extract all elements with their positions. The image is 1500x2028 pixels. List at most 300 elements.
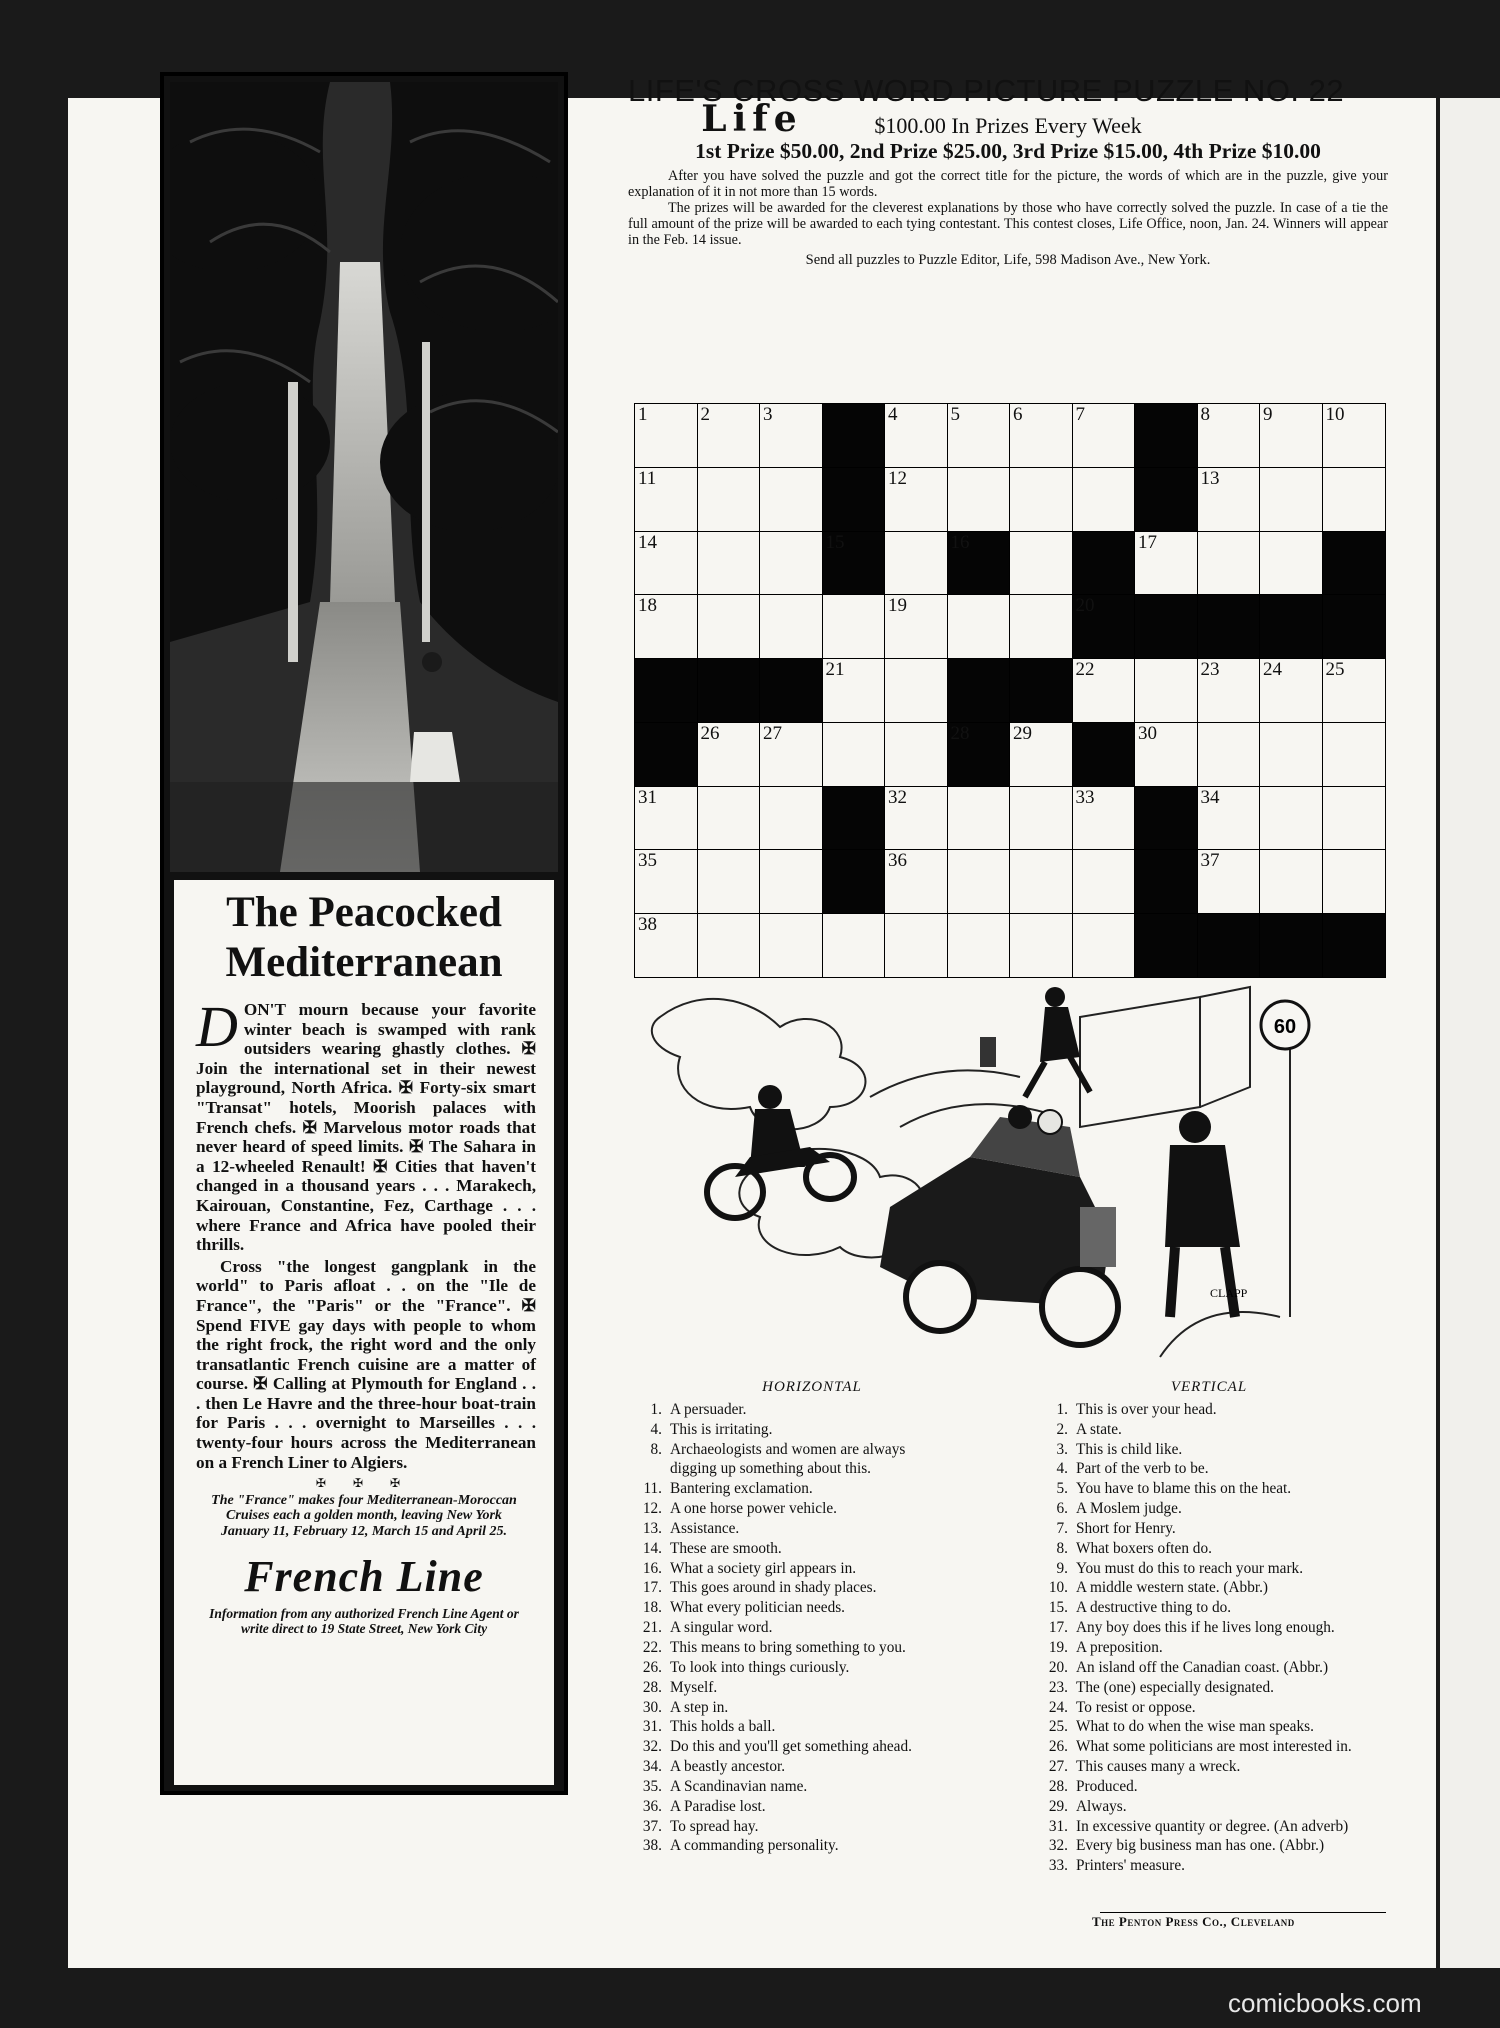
grid-cell[interactable] [1009, 594, 1073, 659]
rules-paragraph-1: After you have solved the puzzle and got the correct title for the picture, the words of which are in the puzzle, give your explanation of it in not more than 15 words. [628, 168, 1388, 200]
artist-signature: CLAPP [1210, 1286, 1248, 1300]
clue-number: 29 [1013, 722, 1032, 744]
grid-block [634, 722, 698, 787]
clue-number: 23 [1200, 659, 1220, 681]
grid-cell[interactable] [759, 722, 823, 787]
clue-text: To resist or oppose. [1076, 1698, 1196, 1716]
clue-row [1024, 1459, 1394, 1479]
clue-number: 10 [1325, 404, 1345, 425]
grid-cell[interactable] [759, 786, 823, 851]
clue-row [618, 1698, 1006, 1718]
clue-text: Do this and you'll get something ahead. [670, 1738, 912, 1756]
clue-text: A singular word. [670, 1619, 773, 1637]
watermark: comicbooks.com [1228, 1988, 1422, 2018]
grid-cell[interactable] [1072, 403, 1136, 468]
clue-number: 17 [1138, 531, 1157, 553]
clue-text: You have to blame this on the heat. [1076, 1480, 1292, 1498]
clue-text: What boxers often do. [1076, 1539, 1212, 1557]
clue-num: 8. [650, 1440, 662, 1458]
clue-text: Printers' measure. [1076, 1857, 1185, 1875]
clue-row [618, 1638, 1006, 1658]
clue-text: An island off the Canadian coast. (Abbr.) [1076, 1658, 1329, 1676]
grid-cell[interactable] [1259, 531, 1323, 596]
grid-block [1072, 531, 1136, 596]
grid-cell[interactable] [697, 849, 761, 914]
clue-text: A middle western state. (Abbr.) [1076, 1579, 1269, 1597]
clue-num: 19. [1048, 1638, 1068, 1656]
clue-row [618, 1797, 1006, 1817]
grid-cell[interactable] [697, 722, 761, 787]
vertical-clues [1024, 1378, 1394, 1876]
clue-num: 5. [1056, 1480, 1068, 1498]
clue-number: 12 [888, 467, 907, 489]
grid-block [822, 531, 886, 596]
clue-row [1024, 1737, 1394, 1757]
clue-num: 7. [1056, 1519, 1068, 1537]
clue-row [618, 1459, 1006, 1479]
clue-num: 3. [1056, 1440, 1068, 1458]
grid-cell[interactable] [1259, 403, 1323, 468]
clue-text: To spread hay. [670, 1817, 759, 1835]
grid-cell[interactable] [1322, 467, 1386, 532]
grid-block [822, 403, 886, 468]
magazine-masthead: Life [701, 98, 803, 140]
clue-number: 8 [1200, 404, 1210, 425]
grid-cell[interactable] [697, 403, 761, 468]
grid-cell[interactable] [1259, 722, 1323, 787]
clue-row [1024, 1479, 1394, 1499]
clue-text: digging up something about this. [670, 1460, 871, 1478]
grid-cell[interactable] [1259, 849, 1323, 914]
grid-cell[interactable] [1134, 531, 1198, 596]
clue-number: 24 [1263, 659, 1282, 681]
grid-block [634, 658, 698, 723]
grid-cell[interactable] [1259, 658, 1323, 723]
grid-cell[interactable] [1009, 849, 1073, 914]
palm-avenue-image [170, 82, 558, 872]
clue-num: 20. [1048, 1658, 1068, 1676]
grid-block [1259, 913, 1323, 978]
horizontal-heading: HORIZONTAL [762, 1379, 862, 1395]
clue-number: 16 [950, 531, 970, 553]
clue-num: 12. [642, 1500, 662, 1518]
hydrant [980, 1037, 996, 1067]
grid-block [1197, 913, 1261, 978]
clue-num: 28. [642, 1678, 662, 1696]
clue-text: Assistance. [670, 1519, 740, 1537]
speed-limit-sign [1261, 1001, 1309, 1049]
grid-cell[interactable] [634, 594, 698, 659]
crossword-grid [634, 403, 1384, 977]
clue-text: Every big business man has one. (Abbr.) [1076, 1837, 1325, 1855]
clue-num: 1. [1056, 1400, 1068, 1418]
clue-row [1024, 1678, 1394, 1698]
clue-number: 28 [950, 722, 970, 744]
grid-cell[interactable] [822, 722, 886, 787]
clue-num: 18. [642, 1599, 662, 1617]
grid-cell[interactable] [947, 403, 1011, 468]
grid-cell[interactable] [697, 786, 761, 851]
puzzle-rules [628, 168, 1388, 248]
grid-cell[interactable] [947, 786, 1011, 851]
puzzle-header [628, 72, 1388, 269]
clue-num: 22. [642, 1638, 662, 1656]
next-page-edge [1440, 98, 1500, 1968]
ornament-divider: ✠ ✠ ✠ [315, 1476, 413, 1491]
grid-cell[interactable] [1134, 658, 1198, 723]
grid-block [947, 531, 1011, 596]
clue-text: A commanding personality. [670, 1837, 839, 1855]
clue-row [1024, 1797, 1394, 1817]
horizontal-clues [618, 1378, 1006, 1856]
clue-number: 26 [700, 722, 720, 744]
grid-cell[interactable] [634, 849, 698, 914]
grid-cell[interactable] [634, 786, 698, 851]
prize-line: $100.00 In Prizes Every Week [874, 113, 1142, 138]
clue-num: 11. [643, 1480, 662, 1498]
clue-row [1024, 1519, 1394, 1539]
clue-row [1024, 1717, 1394, 1737]
clue-num [618, 1459, 670, 1479]
clue-num: 24. [1048, 1698, 1068, 1716]
grid-block [1322, 594, 1386, 659]
clue-number: 21 [825, 659, 845, 681]
clue-num: 34. [642, 1758, 662, 1776]
grid-block [1134, 849, 1198, 914]
clue-num: 26. [642, 1658, 662, 1676]
ad-headline-line2: Mediterranean [225, 939, 503, 986]
clue-text: A beastly ancestor. [670, 1758, 786, 1776]
clue-row [618, 1440, 1006, 1460]
grid-block [1322, 531, 1386, 596]
motorcycle-cop [707, 1085, 854, 1218]
clue-num: 8. [1056, 1539, 1068, 1557]
clue-text: A destructive thing to do. [1076, 1599, 1232, 1617]
clue-text: This goes around in shady places. [670, 1579, 877, 1597]
grid-cell[interactable] [1009, 786, 1073, 851]
clue-row [618, 1757, 1006, 1777]
clue-num: 37. [642, 1817, 662, 1835]
clue-num: 2. [1056, 1420, 1068, 1438]
clue-number: 2 [700, 404, 710, 425]
ad-body-text [196, 994, 536, 1255]
clue-text: This holds a ball. [670, 1718, 776, 1736]
clue-number: 18 [638, 595, 657, 617]
grid-cell[interactable] [1197, 786, 1261, 851]
clue-text: A step in. [670, 1698, 729, 1716]
grid-cell[interactable] [1009, 913, 1073, 978]
grid-cell[interactable] [759, 594, 823, 659]
clue-text: Myself. [670, 1678, 718, 1696]
ad-copy [174, 880, 554, 1785]
clue-row [1024, 1836, 1394, 1856]
grid-cell[interactable] [884, 594, 948, 659]
grid-cell[interactable] [884, 849, 948, 914]
grid-cell[interactable] [697, 913, 761, 978]
clue-num: 15. [1048, 1599, 1068, 1617]
clue-num: 10. [1048, 1579, 1068, 1597]
grid-cell[interactable] [759, 913, 823, 978]
clue-num: 21. [642, 1619, 662, 1637]
clue-row [1024, 1559, 1394, 1579]
rules-paragraph-2: The prizes will be awarded for the cleverest explanations by those who have correctly solved the puzzle. In case of a tie the full amount of the prize will be awarded to each tying contestant. This contest closes, Life Office, noon, Jan. 24. Winners will appear in the Feb. 14 issue. [628, 200, 1388, 248]
clue-num: 36. [642, 1797, 662, 1815]
grid-cell[interactable] [884, 467, 948, 532]
clue-number: 27 [763, 722, 782, 744]
printer-rule [1100, 1912, 1386, 1913]
grid-cell[interactable] [1072, 467, 1136, 532]
clue-text: Always. [1076, 1797, 1127, 1815]
grid-block [947, 658, 1011, 723]
clue-text: A Scandinavian name. [670, 1777, 808, 1795]
clue-number: 35 [638, 850, 657, 872]
ad-body-paragraph: ON'T mourn because your favorite winter beach is swamped with rank outsiders wearing ghastly clothes. ✠ Join the international set in their newest playground, North Africa. ✠ Forty-six smart "Transat" hotels, Moorish palaces with French chefs. ✠ Marvelous motor roads that never heard of speed limits. ✠ The Sahara in a 12-wheeled Renault! ✠ Cities that haven't changed in a thousand years . . . Marakech, Kairouan, Constantine, Fez, Carthage . . . where France and Africa have pooled their thrills. [196, 1000, 536, 1255]
clue-num: 17. [642, 1579, 662, 1597]
clue-row [1024, 1440, 1394, 1460]
clue-text: The (one) especially designated. [1076, 1678, 1274, 1696]
grid-block [1134, 786, 1198, 851]
clue-row [1024, 1757, 1394, 1777]
clue-row [618, 1539, 1006, 1559]
clue-row [1024, 1578, 1394, 1598]
clue-text: Part of the verb to be. [1076, 1460, 1209, 1478]
ad-headline [174, 888, 554, 988]
clue-text: Bantering exclamation. [670, 1480, 813, 1498]
grid-cell[interactable] [1322, 658, 1386, 723]
grid-cell[interactable] [697, 467, 761, 532]
grid-cell[interactable] [1322, 786, 1386, 851]
clue-number: 5 [950, 404, 960, 425]
clue-text: A persuader. [670, 1400, 747, 1418]
grid-block [1322, 913, 1386, 978]
clue-num: 32. [1048, 1837, 1068, 1855]
grid-cell[interactable] [884, 403, 948, 468]
clue-number: 6 [1013, 404, 1023, 425]
grid-block [697, 658, 761, 723]
clue-num: 35. [642, 1777, 662, 1795]
clue-number: 11 [638, 467, 657, 489]
clue-num: 32. [642, 1738, 662, 1756]
grid-cell[interactable] [1322, 722, 1386, 787]
ad-headline-line1: The Peacocked [226, 889, 502, 936]
clue-text: Archaeologists and women are always [670, 1440, 906, 1458]
clue-number: 3 [763, 404, 773, 425]
clue-num: 30. [642, 1698, 662, 1716]
grid-block [1134, 403, 1198, 468]
clue-num: 27. [1048, 1758, 1068, 1776]
clue-text: What every politician needs. [670, 1599, 845, 1617]
grid-cell[interactable] [884, 913, 948, 978]
grid-cell[interactable] [759, 849, 823, 914]
grid-cell[interactable] [947, 467, 1011, 532]
clue-num: 16. [642, 1559, 662, 1577]
grid-cell[interactable] [1322, 403, 1386, 468]
grid-cell[interactable] [634, 467, 698, 532]
clue-num: 25. [1048, 1718, 1068, 1736]
clue-row [1024, 1658, 1394, 1678]
grid-cell[interactable] [822, 594, 886, 659]
grid-cell[interactable] [1197, 722, 1261, 787]
clue-number: 32 [888, 786, 907, 808]
clue-number: 37 [1200, 850, 1220, 872]
clue-text: You must do this to reach your mark. [1076, 1559, 1304, 1577]
clue-row [618, 1598, 1006, 1618]
clue-num: 9. [1056, 1559, 1068, 1577]
clue-number: 1 [638, 404, 648, 425]
clue-number: 33 [1075, 786, 1095, 808]
clue-num: 4. [650, 1420, 662, 1438]
grid-cell[interactable] [1259, 467, 1323, 532]
clue-row [618, 1717, 1006, 1737]
send-address: Send all puzzles to Puzzle Editor, Life, 598 Madison Ave., New York. [805, 252, 1211, 268]
grid-cell[interactable] [1134, 722, 1198, 787]
drop-cap: D [196, 994, 238, 1059]
grid-cell[interactable] [1009, 531, 1073, 596]
printer-credit: The Penton Press Co., Cleveland [1092, 1914, 1295, 1929]
grid-cell[interactable] [1072, 658, 1136, 723]
clue-text: This is irritating. [670, 1420, 773, 1438]
grid-cell[interactable] [634, 913, 698, 978]
clue-text: Short for Henry. [1076, 1519, 1176, 1537]
clue-num: 1. [650, 1400, 662, 1418]
grid-cell[interactable] [1197, 403, 1261, 468]
clue-text: This is over your head. [1076, 1400, 1217, 1418]
grid-cell[interactable] [634, 403, 698, 468]
clue-row [1024, 1638, 1394, 1658]
grid-cell[interactable] [1009, 403, 1073, 468]
clue-num: 14. [642, 1539, 662, 1557]
ad-contact-info: Information from any authorized French Line Agent or write direct to 19 State Street, New York City [209, 1605, 519, 1636]
clue-row [618, 1479, 1006, 1499]
vertical-clue-list [1024, 1400, 1394, 1876]
clue-number: 19 [888, 595, 907, 617]
prize-amounts: 1st Prize $50.00, 2nd Prize $25.00, 3rd Prize $15.00, 4th Prize $10.00 [695, 139, 1321, 163]
clue-text: This means to bring something to you. [670, 1638, 906, 1656]
grid-cell[interactable] [822, 658, 886, 723]
grid-block [1072, 722, 1136, 787]
grid-cell[interactable] [759, 467, 823, 532]
clue-num: 33. [1048, 1857, 1068, 1875]
ad-body-paragraph-2: Cross "the longest gangplank in the world" to Paris afloat . . on the "Ile de France", the "Paris" or the "France". ✠ Spend FIVE gay days with people to whom the right frock, the right word and the only transatlantic French cuisine are a matter of course. ✠ Calling at Plymouth for England . . . then Le Havre and the three-hour boat-train for Paris . . . overnight to Marseilles . . . twenty-four hours across the Mediterranean on a French Liner to Algiers. [196, 1256, 536, 1472]
clue-text: In excessive quantity or degree. (An adverb) [1076, 1817, 1349, 1835]
clue-number: 13 [1200, 467, 1220, 489]
grid-cell[interactable] [697, 531, 761, 596]
clue-text: What a society girl appears in. [670, 1559, 857, 1577]
clue-num: 17. [1048, 1619, 1068, 1637]
vertical-heading: VERTICAL [1170, 1379, 1248, 1395]
grid-cell[interactable] [759, 403, 823, 468]
horizontal-clue-list [618, 1400, 1006, 1856]
clue-row [618, 1777, 1006, 1797]
grid-cell[interactable] [884, 722, 948, 787]
clue-num: 28. [1048, 1777, 1068, 1795]
clue-num: 6. [1056, 1500, 1068, 1518]
clue-row [618, 1836, 1006, 1856]
car-chase-drawing [640, 977, 1380, 1372]
clue-text: A preposition. [1076, 1638, 1163, 1656]
clue-text: A Paradise lost. [670, 1797, 766, 1815]
grid-cell[interactable] [1009, 467, 1073, 532]
clue-row [1024, 1499, 1394, 1519]
clue-text: What some politicians are most interested in. [1076, 1738, 1352, 1756]
clue-number: 30 [1138, 722, 1157, 744]
clue-row [1024, 1598, 1394, 1618]
clue-row [618, 1420, 1006, 1440]
clue-num: 31. [1048, 1817, 1068, 1835]
grid-block [1134, 913, 1198, 978]
clue-text: A one horse power vehicle. [670, 1500, 837, 1518]
clue-number: 38 [638, 914, 657, 936]
grid-block [822, 467, 886, 532]
clue-text: A state. [1076, 1420, 1122, 1438]
clue-row [618, 1817, 1006, 1837]
grid-cell[interactable] [634, 531, 698, 596]
grid-cell[interactable] [1259, 786, 1323, 851]
grid-cell[interactable] [1009, 722, 1073, 787]
grid-block [759, 658, 823, 723]
cartoon-illustration [640, 977, 1380, 1372]
grid-cell[interactable] [947, 913, 1011, 978]
french-line-logo: French Line [244, 1551, 484, 1601]
grid-cell[interactable] [1072, 849, 1136, 914]
clue-row [1024, 1777, 1394, 1797]
grid-cell[interactable] [1072, 786, 1136, 851]
grid-cell[interactable] [759, 531, 823, 596]
clue-row [618, 1499, 1006, 1519]
grid-cell[interactable] [884, 658, 948, 723]
clue-text: A Moslem judge. [1076, 1500, 1182, 1518]
grid-cell[interactable] [1197, 467, 1261, 532]
grid-block [1134, 467, 1198, 532]
clue-row [618, 1737, 1006, 1757]
roadster-car [880, 1105, 1118, 1345]
clue-num: 29. [1048, 1797, 1068, 1815]
clue-row [1024, 1817, 1394, 1837]
clue-number: 7 [1075, 404, 1085, 425]
grid-cell[interactable] [947, 594, 1011, 659]
clue-text: Any boy does this if he lives long enough. [1076, 1619, 1335, 1637]
clue-row [1024, 1698, 1394, 1718]
grid-cell[interactable] [947, 849, 1011, 914]
clue-number: 20 [1075, 595, 1095, 617]
clue-row [618, 1400, 1006, 1420]
clue-row [618, 1578, 1006, 1598]
grid-cell[interactable] [822, 913, 886, 978]
grid-block [822, 786, 886, 851]
palm-avenue-photo [170, 82, 558, 872]
clue-row [1024, 1618, 1394, 1638]
grid-cell[interactable] [1197, 658, 1261, 723]
grid-cell[interactable] [1322, 849, 1386, 914]
clue-num: 13. [642, 1519, 662, 1537]
clue-text: This causes many a wreck. [1076, 1758, 1241, 1776]
clue-text: Produced. [1076, 1777, 1138, 1795]
clue-number: 34 [1200, 786, 1220, 808]
french-line-advertisement [160, 72, 568, 1795]
clue-row [618, 1618, 1006, 1638]
clue-text: This is child like. [1076, 1440, 1183, 1458]
clue-row [618, 1559, 1006, 1579]
grid-cell[interactable] [1197, 531, 1261, 596]
clue-number: 14 [638, 531, 657, 553]
grid-cell[interactable] [884, 786, 948, 851]
clue-number: 22 [1075, 659, 1095, 681]
grid-cell[interactable] [697, 594, 761, 659]
grid-cell[interactable] [1197, 849, 1261, 914]
grid-cell[interactable] [884, 531, 948, 596]
grid-cell[interactable] [1072, 913, 1136, 978]
clue-number: 9 [1263, 404, 1273, 425]
